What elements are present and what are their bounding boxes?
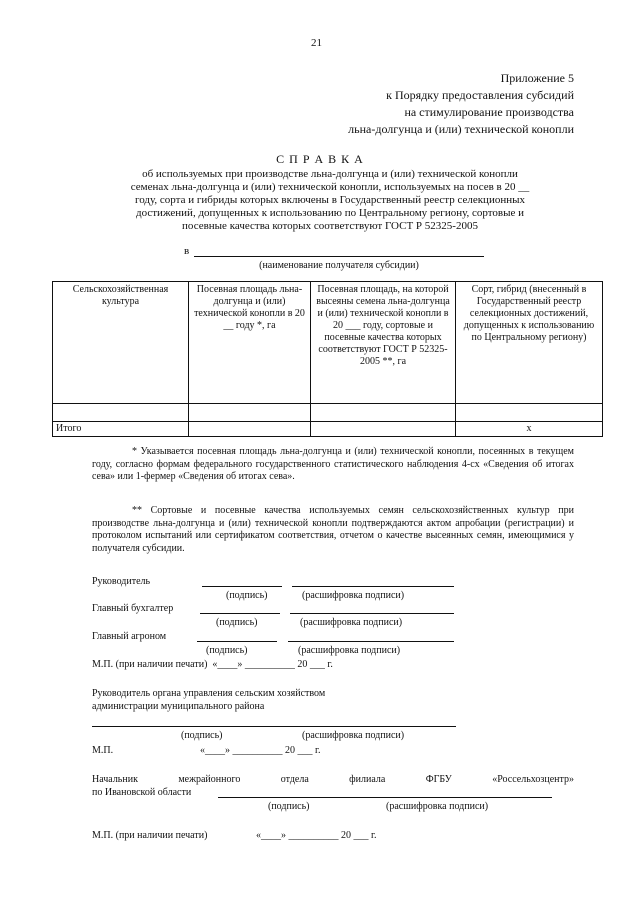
- appendix-line: на стимулирование производства: [404, 105, 574, 119]
- appendix-line: Приложение 5: [500, 71, 574, 85]
- agency-head-label: Руководитель органа управления сельским хозяйством: [92, 688, 326, 699]
- stamp-date-line: М.П. (при наличии печати) «____» __________ 20 ___ г.: [92, 659, 333, 670]
- caption-sign: (подпись): [216, 617, 258, 628]
- appendix-header: [254, 70, 574, 138]
- caption-sign: (подпись): [226, 590, 268, 601]
- subtitle-line: семенах льна-долгунца и (или) технической конопли, используемых на посев в 20 __: [130, 181, 530, 193]
- document-subtitle: [60, 168, 600, 233]
- table-header-cell: Посевная площадь, на которой высеяны семена льна-долгунца и (или) технической конопли в 20 ___ году, сортовые и посевные качества которых соответствуют ГОСТ Р 52325-2005 **, га: [311, 282, 456, 404]
- decode-line: [288, 641, 454, 642]
- date-line: «____» __________ 20 ___ г.: [200, 745, 321, 756]
- chief-signature-line: [218, 797, 552, 798]
- chief-label-2: по Ивановской области: [92, 787, 192, 798]
- caption-decode: (расшифровка подписи): [298, 645, 401, 656]
- subtitle-line: году, сорта и гибриды которых включены в Государственный реестр селекционных: [135, 194, 525, 206]
- caption-sign: (подпись): [268, 801, 310, 812]
- label-accountant: Главный бухгалтер: [92, 603, 174, 614]
- recipient-prefix: в: [184, 245, 190, 257]
- caption-decode: (расшифровка подписи): [302, 730, 405, 741]
- table-cell[interactable]: [311, 404, 456, 422]
- signature-line: [197, 641, 277, 642]
- decode-line: [292, 586, 454, 587]
- table-header-cell: Сельскохозяйственная культура: [53, 282, 189, 404]
- caption-decode: (расшифровка подписи): [386, 801, 489, 812]
- table-total-row: [53, 422, 603, 437]
- recipient-line: [194, 256, 484, 257]
- page-number: 21: [311, 37, 322, 49]
- caption-decode: (расшифровка подписи): [300, 617, 403, 628]
- table-cell[interactable]: [53, 404, 189, 422]
- table-header-cell: Посевная площадь льна-долгунца и (или) технической конопли в 20 __ году *, га: [189, 282, 311, 404]
- subtitle-line: об используемых при производстве льна-долгунца и (или) технической конопли: [142, 168, 518, 180]
- table-cell[interactable]: [189, 404, 311, 422]
- caption-sign: (подпись): [181, 730, 223, 741]
- subtitle-line: достижений, допущенных к использованию по Центральному региону, сортовые и: [136, 207, 524, 219]
- signature-line: [200, 613, 280, 614]
- document-title: С П Р А В К А: [276, 152, 364, 166]
- stamp-label: М.П.: [92, 745, 114, 756]
- caption-decode: (расшифровка подписи): [302, 590, 405, 601]
- label-head: Руководитель: [92, 576, 151, 587]
- footnote-1: * Указывается посевная площадь льна-долгунца и (или) технической конопли, посеянных в текущем году, согласно формам федерального государственного статистического наблюдения 4-сх «Сведения об итогах сева» или 1-фермер «Сведения об итогах сева».: [92, 446, 574, 482]
- table-cell[interactable]: [311, 422, 456, 437]
- final-stamp-label: М.П. (при наличии печати): [92, 830, 208, 841]
- table-row: [53, 404, 603, 422]
- final-date-line: «____» __________ 20 ___ г.: [256, 830, 377, 841]
- decode-line: [290, 613, 454, 614]
- appendix-line: льна-долгунца и (или) технической конопли: [348, 122, 574, 136]
- table-cell[interactable]: [189, 422, 311, 437]
- data-table: [52, 281, 603, 437]
- subtitle-line: посевные качества которых соответствуют ГОСТ Р 52325-2005: [182, 220, 478, 232]
- table-cell[interactable]: [456, 404, 603, 422]
- recipient-caption: (наименование получателя субсидии): [259, 260, 419, 271]
- table-header-cell: Сорт, гибрид (внесенный в Государственный реестр селекционных достижений, допущенных к использованию по Центральному региону): [456, 282, 603, 404]
- appendix-line: к Порядку предоставления субсидий: [386, 88, 574, 102]
- table-total-label: Итого: [53, 422, 189, 437]
- chief-label: Начальник межрайонного отдела филиала ФГБУ «Россельхозцентр»: [92, 774, 574, 785]
- table-total-x: x: [456, 422, 603, 437]
- table-header-row: [53, 282, 603, 404]
- signature-line: [202, 586, 282, 587]
- label-agronomist: Главный агроном: [92, 631, 167, 642]
- agency-signature-line: [92, 726, 456, 727]
- footnote-2: ** Сортовые и посевные качества используемых семян сельскохозяйственных культур при производстве льна-долгунца и (или) технической конопли подтверждаются актом апробации (регистрации) и протоколом испытаний или сертификатом соответствия, отчетом о качестве высеянных семян, имеющимися у получателя субсидии.: [92, 505, 574, 554]
- caption-sign: (подпись): [206, 645, 248, 656]
- agency-head-label-2: администрации муниципального района: [92, 701, 265, 712]
